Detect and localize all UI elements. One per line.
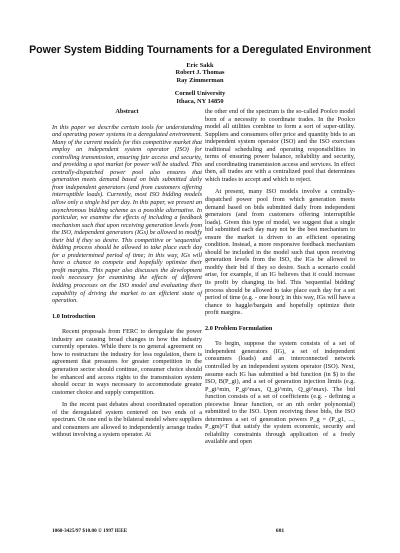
page-number: 681 [275, 528, 285, 534]
author-name: Ray Zimmerman [176, 76, 224, 84]
author-name: Eric Sakk [186, 62, 214, 69]
left-column [52, 108, 202, 444]
author-block [0, 62, 400, 105]
right-column [205, 108, 355, 451]
abstract-text: In this paper we describe certain tools for understanding and operating power systems in a deregulated environment. Many of the current models for this competitive market that employ an independent system operator (ISO) for controlling transmission, ensuring fair access and security, and providing a spot market for power will be studied. This centrally-dispatched power pool also ensures that generation meets demand based on bids submitted daily from independent generators (and from customers offering interruptible loads). Currently, most ISO bidding models allow only a single bid per day. In this paper, we present an asynchronous bidding scheme as a possible alternative. In particular, we examine the effects of including a feedback mechanism such that upon receiving generation levels from the ISO, independent generators (IGs) be allowed to modify their bid if they so desire. This competitive or 'sequential' bidding process should be allowed to take place each day for a predetermined period of time; in this way, IGs will have a chance to compete and hopefully optimize their profit margins. This paper also discusses the development tools necessary for examining the effects of different bidding processes on the ISO model and evaluating their capability of driving the market to an efficient state of operation. [52, 123, 202, 305]
affiliation-line: Cornell University [174, 90, 226, 98]
abstract-heading: Abstract [115, 108, 139, 115]
paragraph: In the recent past debates about coordinated operation of the deregulated system centered on two ends of a spectrum. On one end is the bilateral model where suppliers and consumers are allowed to independently arrange trades without involving a system operator. At [52, 401, 202, 439]
author-name: Robert J. Thomas [175, 69, 225, 77]
paragraph: the other end of the spectrum is the so-called Poolco model born of a necessity to coordinate trades. In the Poolco model all utilities combine to form a sort of super-utility. Suppliers and consumers offer price and quantity bids to an independent system operator (ISO) and the ISO exercises traditional scheduling and operating responsibilities in terms of ensuring power balance, reliability and security, and coordinating transmission access and services. In effect then, all trades are with a centralized pool that determines which trades to accept and which to reject. [205, 108, 355, 183]
paragraph: To begin, suppose the system consists of a set of independent generators (IG), a set of independent consumers (loads) and an interconnected network controlled by an independent system operator (ISO). Next, assume each IG has submitted a bid function (in $) to the ISO, B(P_gi), and a set of generation injection limits (e.g. P_gi^min, P_gi^max, Q_gi^min, Q_gi^max). The bid function consists of a set of coefficients (e.g. - defining a piecewise linear function, or an nth order polynomial) submitted to the ISO. Upon receiving these bids, the ISO determines a set of generation powers P_g = (P_g1, ..., P_gm)^T that satisfy the system economic, security and reliability constraints through application of a freely available and open [205, 340, 355, 446]
paragraph: Recent proposals from FERC to deregulate the power industry are causing broad changes in how the industry currently operates. While there is no general agreement on how to restructure the industry for less regulation, there is agreement that pressures for greater competition in the generation sector should continue, consumer choice should be enhanced and access rights to the transmission system should occur in ways necessary to accommodate greater customer choice and supply competition. [52, 328, 202, 396]
section-heading: 2.0 Problem Formulation [205, 324, 273, 332]
paper-title: Power System Bidding Tournaments for a Deregulated Environment [29, 44, 371, 56]
section-heading: 1.0 Introduction [52, 312, 96, 320]
copyright-footer: 1060-3425/97 $10.00 © 1997 IEEE [52, 528, 128, 534]
paragraph: At present, many ISO models involve a centrally-dispatched power pool from which generation meets demand based on bids submitted daily from independent generators (and from customers offering interruptible loads). Given this type of model, we suggest that a single bid submitted each day may not be the best mechanism to ensure the market is driven to an efficient operating condition. Instead, a more responsive feedback mechanism should be included in the model such that upon receiving generation levels from the ISO, the IGs be allowed to modify their bid if they so desire. Such a scenario could arise, for example, if an IG believes that it could increase its profit by changing its bid. This 'sequential bidding' process should be allowed to take place each day for a set period of time (e.g. - one hour); in this way, IGs will have a chance to haggle/bargain and hopefully optimize their profit margins. [205, 188, 355, 317]
affiliation-line: Ithaca, NY 14850 [176, 97, 224, 105]
